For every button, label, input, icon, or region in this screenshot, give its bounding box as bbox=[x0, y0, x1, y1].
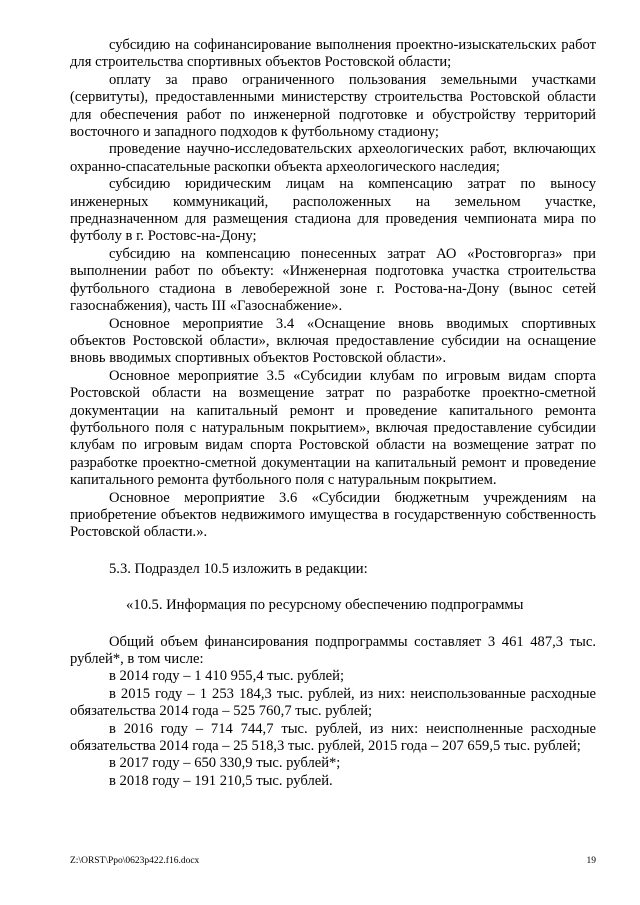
paragraph-subsidy-design-work: субсидию на софинансирование выполнения проектно-изыскательских работ для строительства спортивных объектов Ростовской области; bbox=[70, 37, 596, 71]
paragraph-funding-2014: в 2014 году – 1 410 955,4 тыс. рублей; bbox=[109, 668, 345, 685]
paragraph-utility-relocation-subsidy: субсидию юридическим лицам на компенсацию затрат по выносу инженерных коммуникаций, расположенных на земельном участке, предназначенном для размещения стадиона для проведения чемпионата мира по футболу в г. Ростовс-на-Дону; bbox=[70, 176, 596, 245]
paragraph-funding-2016: в 2016 году – 714 744,7 тыс. рублей, из них: неисполненные расходные обязательства 2014 года – 25 518,3 тыс. рублей, 2015 года – 207 659,5 тыс. рублей; bbox=[70, 720, 596, 755]
paragraph-total-funding: Общий объем финансирования подпрограммы составляет 3 461 487,3 тыс. рублей*, в том числе: bbox=[70, 633, 596, 667]
paragraph-activity-3-4: Основное мероприятие 3.4 «Оснащение вновь вводимых спортивных объектов Ростовской области», включая предоставление субсидии на оснащение вновь вводимых спортивных объектов Ростовской области». bbox=[70, 315, 596, 367]
paragraph-rostovgorgaz-subsidy: субсидию на компенсацию понесенных затрат АО «Ростовгоргаз» при выполнении работ по объекту: «Инженерная подготовка участка строительства футбольного стадиона в левобережной зоне г. Ростова-на-Дону (вынос сетей газоснабжения), часть III «Газоснабжение». bbox=[70, 245, 596, 315]
paragraph-section-5-3: 5.3. Подраздел 10.5 изложить в редакции: bbox=[109, 560, 368, 577]
paragraph-activity-3-6: Основное мероприятие 3.6 «Субсидии бюджетным учреждениям на приобретение объектов недвижимого имущества в государственную собственность Ростовской области.». bbox=[70, 489, 596, 541]
blank-line bbox=[70, 615, 596, 634]
paragraph-funding-2017: в 2017 году – 650 330,9 тыс. рублей*; bbox=[109, 755, 341, 772]
paragraph-archaeological-work: проведение научно-исследовательских археологических работ, включающих охранно-спасательные раскопки объекта археологического наследия; bbox=[70, 141, 596, 175]
paragraph-easement-payment: оплату за право ограниченного пользования земельными участками (сервитуты), предоставленными министерству строительства Ростовской области для обеспечения работ по инженерной подготовке и обустройству территорий восточного и западного подходов к футбольному стадиону; bbox=[70, 71, 596, 141]
paragraph-funding-2015: в 2015 году – 1 253 184,3 тыс. рублей, из них: неиспользованные расходные обязательства 2014 года – 525 760,7 тыс. рублей; bbox=[70, 685, 596, 720]
document-body bbox=[70, 37, 596, 790]
footer-page-number: 19 bbox=[586, 856, 596, 866]
section-heading-10-5: «10.5. Информация по ресурсному обеспечению подпрограммы bbox=[126, 597, 524, 614]
paragraph-funding-2018: в 2018 году – 191 210,5 тыс. рублей. bbox=[109, 772, 333, 789]
blank-line bbox=[70, 578, 596, 597]
paragraph-activity-3-5: Основное мероприятие 3.5 «Субсидии клубам по игровым видам спорта Ростовской области на возмещение затрат по разработке проектно-сметной документации на капитальный ремонт и проведение капитального ремонта футбольного поля с натуральным покрытием», включая предоставление субсидии клубам по игровым видам спорта Ростовской области на возмещение затрат по разработке проектно-сметной документации на капитальный ремонт и проведение капитального ремонта футбольного поля с натуральным покрытием. bbox=[70, 367, 596, 489]
blank-line bbox=[70, 542, 596, 561]
footer-file-path: Z:\ORST\Ppo\0623p422.f16.docx bbox=[70, 856, 200, 866]
